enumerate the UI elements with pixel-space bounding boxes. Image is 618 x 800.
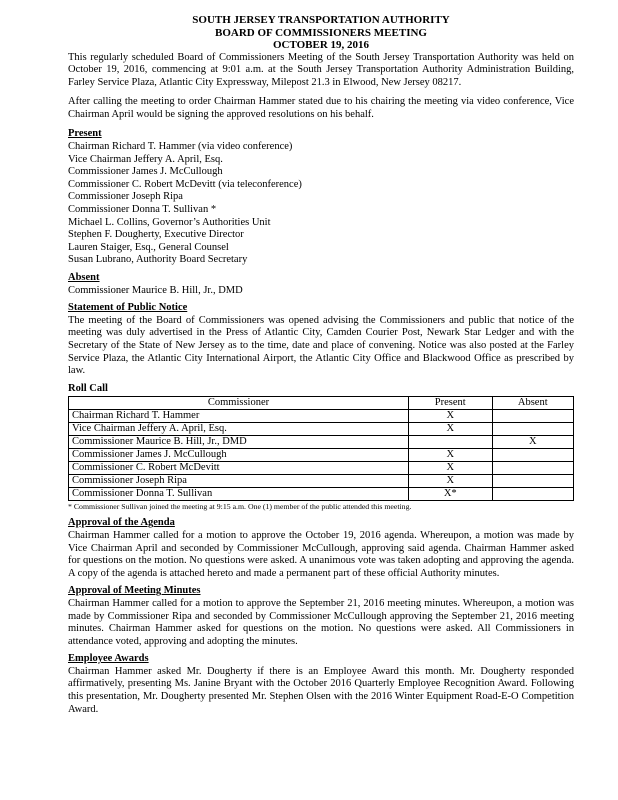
doc-title-meeting: BOARD OF COMMISSIONERS MEETING bbox=[215, 26, 427, 39]
table-row bbox=[69, 436, 574, 449]
present-cell: X bbox=[409, 449, 492, 462]
commissioner-cell: Commissioner C. Robert McDevitt bbox=[69, 462, 409, 475]
table-row bbox=[69, 449, 574, 462]
present-item: Vice Chairman Jeffery A. April, Esq. bbox=[68, 153, 223, 165]
present-heading: Present bbox=[68, 128, 102, 140]
present-cell: X bbox=[409, 475, 492, 488]
commissioner-cell: Commissioner Joseph Ripa bbox=[69, 475, 409, 488]
public-notice-paragraph: The meeting of the Board of Commissioners was opened advising the Commissioners and public that notice of the meeting was duly advertised in the Press of Atlantic City, Camden Courier Post, Newark Star Ledger and with the Secretary of the State of New Jersey as to the time, date and place of convening. Notice was also posted at the Farley Service Plaza, the Atlantic City International Airport, the Atlantic City Office and Blackwood Office as prescribed by law. bbox=[68, 314, 574, 377]
present-cell: X* bbox=[409, 488, 492, 501]
present-item: Susan Lubrano, Authority Board Secretary bbox=[68, 254, 248, 266]
column-header-present: Present bbox=[409, 397, 492, 410]
present-cell bbox=[409, 436, 492, 449]
roll-call-footnote: * Commissioner Sullivan joined the meeting at 9:15 a.m. One (1) member of the public attended this meeting. bbox=[68, 502, 412, 512]
minutes-heading: Approval of Meeting Minutes bbox=[68, 585, 201, 597]
table-row bbox=[69, 410, 574, 423]
commissioner-cell: Vice Chairman Jeffery A. April, Esq. bbox=[69, 423, 409, 436]
present-item: Lauren Staiger, Esq., General Counsel bbox=[68, 241, 229, 253]
absent-cell bbox=[492, 423, 574, 436]
agenda-paragraph: Chairman Hammer called for a motion to approve the October 19, 2016 agenda. Whereupon, a motion was made by Vice Chairman April and seconded by Commissioner McCullough, approving said agenda. Chairman Hammer asked for questions on the motion. No questions were asked. A unanimous vote was taken adopting and approving the agenda. A copy of the agenda is attached hereto and made a permanent part of these official Authority minutes. bbox=[68, 529, 574, 579]
commissioner-cell: Chairman Richard T. Hammer bbox=[69, 410, 409, 423]
agenda-heading: Approval of the Agenda bbox=[68, 517, 175, 529]
absent-heading: Absent bbox=[68, 272, 100, 283]
absent-cell bbox=[492, 475, 574, 488]
present-cell: X bbox=[409, 410, 492, 423]
absent-item: Commissioner Maurice B. Hill, Jr., DMD bbox=[68, 284, 243, 296]
roll-call-heading: Roll Call bbox=[68, 382, 108, 394]
awards-paragraph: Chairman Hammer asked Mr. Dougherty if there is an Employee Award this month. Mr. Dougherty responded affirmatively, presenting Ms. Janine Bryant with the October 2016 Quarterly Employee Recognition Award. Following this presentation, Mr. Dougherty presented Mr. Stephen Olsen with the 2016 Winter Equipment Road-E-O Competition Award. bbox=[68, 665, 574, 715]
roll-call-table bbox=[68, 396, 574, 501]
table-row bbox=[69, 423, 574, 436]
absent-cell bbox=[492, 410, 574, 423]
present-cell: X bbox=[409, 423, 492, 436]
table-row bbox=[69, 475, 574, 488]
present-item: Commissioner C. Robert McDevitt (via teleconference) bbox=[68, 178, 302, 190]
awards-heading: Employee Awards bbox=[68, 653, 149, 665]
present-item: Commissioner Donna T. Sullivan * bbox=[68, 204, 217, 216]
present-item: Commissioner Joseph Ripa bbox=[68, 191, 183, 203]
table-row bbox=[69, 488, 574, 501]
absent-cell bbox=[492, 449, 574, 462]
table-row bbox=[69, 462, 574, 475]
present-item: Commissioner James J. McCullough bbox=[68, 166, 223, 178]
doc-title-date: OCTOBER 19, 2016 bbox=[272, 39, 370, 51]
absent-cell bbox=[492, 488, 574, 501]
chairman-statement-paragraph: After calling the meeting to order Chairman Hammer stated due to his chairing the meeting via video conference, Vice Chairman April would be signing the approved resolutions on his behalf. bbox=[68, 96, 574, 120]
present-list bbox=[68, 141, 574, 267]
column-header-absent: Absent bbox=[492, 397, 574, 410]
present-cell: X bbox=[409, 462, 492, 475]
roll-call-header-row bbox=[69, 397, 574, 410]
present-item: Michael L. Collins, Governor’s Authorities Unit bbox=[68, 216, 271, 228]
present-item: Chairman Richard T. Hammer (via video conference) bbox=[68, 141, 293, 153]
present-item: Stephen F. Dougherty, Executive Director bbox=[68, 229, 244, 241]
absent-cell: X bbox=[492, 436, 574, 449]
minutes-paragraph: Chairman Hammer called for a motion to approve the September 21, 2016 meeting minutes. Whereupon, a motion was made by Commissioner Ripa and seconded by Commissioner McCullough approving the September 21, 2016 meeting minutes. Chairman Hammer asked for questions on the motion. No questions were asked. All Commissioners in attendance voted, approving and adopting the minutes. bbox=[68, 597, 574, 647]
commissioner-cell: Commissioner James J. McCullough bbox=[69, 449, 409, 462]
column-header-commissioner: Commissioner bbox=[69, 397, 409, 410]
commissioner-cell: Commissioner Donna T. Sullivan bbox=[69, 488, 409, 501]
absent-cell bbox=[492, 462, 574, 475]
intro-paragraph: This regularly scheduled Board of Commissioners Meeting of the South Jersey Transportation Authority was held on October 19, 2016, commencing at 9:01 a.m. at the South Jersey Transportation Authority Administration Building, Farley Service Plaza, Atlantic City Expressway, Milepost 21.3 in Elwood, New Jersey 08217. bbox=[68, 51, 574, 88]
public-notice-heading: Statement of Public Notice bbox=[68, 302, 188, 314]
commissioner-cell: Commissioner Maurice B. Hill, Jr., DMD bbox=[69, 436, 409, 449]
doc-title-authority: SOUTH JERSEY TRANSPORTATION AUTHORITY bbox=[192, 14, 450, 26]
